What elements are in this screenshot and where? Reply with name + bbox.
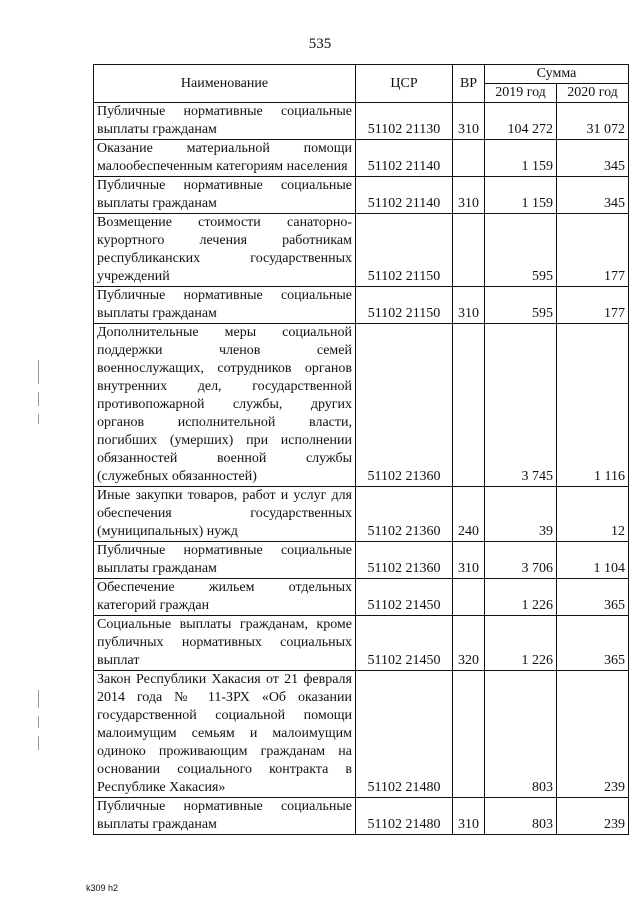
row-name: Обеспечение жильем отдельных категорий граждан (94, 579, 356, 616)
header-name: Наименование (94, 65, 356, 103)
row-name: Социальные выплаты гражданам, кроме публичных нормативных социальных выплат (94, 616, 356, 671)
table-row (94, 487, 629, 542)
row-name: Публичные нормативные социальные выплаты гражданам (94, 798, 356, 835)
row-sum-2020: 1 104 (557, 542, 629, 579)
row-sum-2020: 239 (557, 671, 629, 798)
margin-marks-upper (38, 360, 40, 432)
table-row (94, 214, 629, 287)
row-sum-2019: 803 (485, 798, 557, 835)
row-csr: 51102 21140 (356, 140, 453, 177)
table-row (94, 177, 629, 214)
row-sum-2019: 1 226 (485, 579, 557, 616)
row-sum-2019: 39 (485, 487, 557, 542)
row-name: Иные закупки товаров, работ и услуг для обеспечения государственных (муниципальных) нужд (94, 487, 356, 542)
row-vr: 240 (453, 487, 485, 542)
row-csr: 51102 21360 (356, 487, 453, 542)
row-name: Публичные нормативные социальные выплаты гражданам (94, 542, 356, 579)
header-csr: ЦСР (356, 65, 453, 103)
row-sum-2019: 1 226 (485, 616, 557, 671)
row-sum-2020: 12 (557, 487, 629, 542)
table-row (94, 798, 629, 835)
table-row (94, 542, 629, 579)
row-csr: 51102 21130 (356, 103, 453, 140)
budget-table (93, 64, 629, 835)
row-name: Оказание материальной помощи малообеспеченным категориям населения (94, 140, 356, 177)
table-row (94, 140, 629, 177)
row-sum-2020: 31 072 (557, 103, 629, 140)
row-sum-2020: 345 (557, 177, 629, 214)
row-vr (453, 671, 485, 798)
row-name: Дополнительные меры социальной поддержки членов семей военнослужащих, сотрудников органов внутренних дел, государственной противопожарной службы, других органов исполнительной власти, погибших (умерших) при исполнении обязанностей военной службы (служебных обязанностей) (94, 324, 356, 487)
row-sum-2020: 177 (557, 214, 629, 287)
row-sum-2019: 1 159 (485, 177, 557, 214)
page-number: 535 (308, 36, 332, 52)
row-csr: 51102 21480 (356, 671, 453, 798)
row-sum-2019: 803 (485, 671, 557, 798)
row-sum-2020: 365 (557, 579, 629, 616)
table-header (94, 65, 629, 103)
row-name: Публичные нормативные социальные выплаты гражданам (94, 103, 356, 140)
row-csr: 51102 21450 (356, 616, 453, 671)
row-sum-2019: 595 (485, 214, 557, 287)
row-sum-2019: 104 272 (485, 103, 557, 140)
row-sum-2019: 3 745 (485, 324, 557, 487)
margin-marks-lower (38, 690, 40, 758)
row-name: Публичные нормативные социальные выплаты гражданам (94, 177, 356, 214)
row-name: Закон Республики Хакасия от 21 февраля 2014 года № 11-ЗРХ «Об оказании государственной социальной помощи малоимущим семьям и малоимущим одиноко проживающим гражданам на основании социального контракта в Республике Хакасия» (94, 671, 356, 798)
row-vr: 310 (453, 287, 485, 324)
row-sum-2019: 595 (485, 287, 557, 324)
row-csr: 51102 21140 (356, 177, 453, 214)
row-sum-2020: 345 (557, 140, 629, 177)
row-sum-2020: 239 (557, 798, 629, 835)
table-body (94, 103, 629, 835)
row-name: Возмещение стоимости санаторно-курортного лечения работникам республиканских государственных учреждений (94, 214, 356, 287)
row-sum-2020: 177 (557, 287, 629, 324)
row-vr (453, 579, 485, 616)
table-row (94, 579, 629, 616)
row-csr: 51102 21150 (356, 287, 453, 324)
row-vr: 310 (453, 177, 485, 214)
row-sum-2020: 365 (557, 616, 629, 671)
header-vr: ВР (453, 65, 485, 103)
row-sum-2019: 1 159 (485, 140, 557, 177)
row-csr: 51102 21360 (356, 324, 453, 487)
row-vr (453, 214, 485, 287)
row-vr: 320 (453, 616, 485, 671)
table-row (94, 287, 629, 324)
table-row (94, 671, 629, 798)
header-sum: Сумма (485, 65, 629, 84)
row-vr: 310 (453, 542, 485, 579)
table-row (94, 103, 629, 140)
row-csr: 51102 21450 (356, 579, 453, 616)
header-year-2020: 2020 год (557, 84, 629, 103)
header-year-2019: 2019 год (485, 84, 557, 103)
row-sum-2019: 3 706 (485, 542, 557, 579)
row-vr: 310 (453, 798, 485, 835)
row-csr: 51102 21480 (356, 798, 453, 835)
row-csr: 51102 21150 (356, 214, 453, 287)
row-vr (453, 324, 485, 487)
table-row (94, 324, 629, 487)
row-vr: 310 (453, 103, 485, 140)
row-vr (453, 140, 485, 177)
footer-code: k309 h2 (86, 883, 119, 893)
row-csr: 51102 21360 (356, 542, 453, 579)
row-name: Публичные нормативные социальные выплаты гражданам (94, 287, 356, 324)
table-row (94, 616, 629, 671)
row-sum-2020: 1 116 (557, 324, 629, 487)
